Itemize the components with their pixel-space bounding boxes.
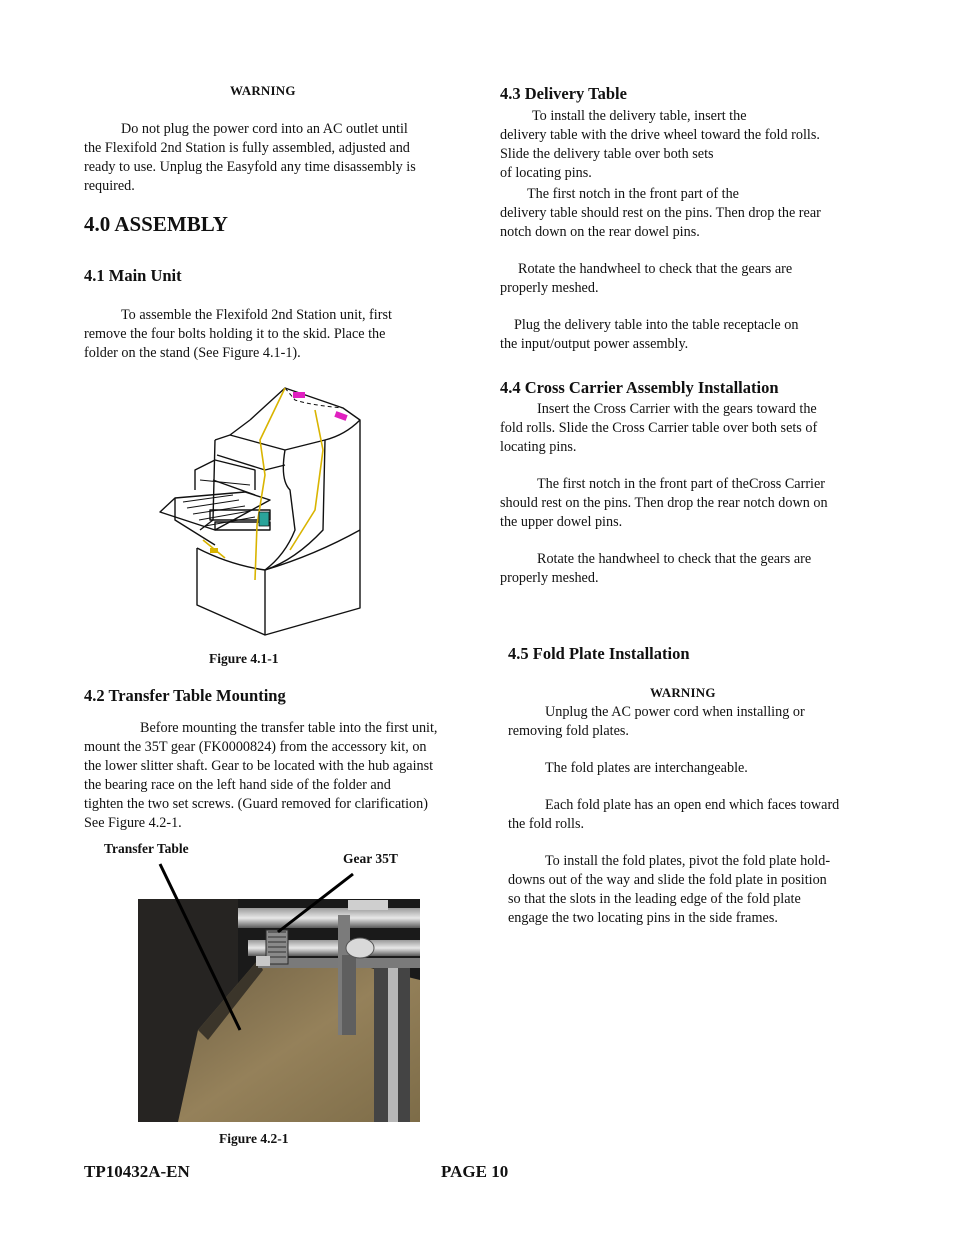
cross-carrier-paragraph <box>500 400 880 588</box>
text-line: so that the slots in the leading edge of the fold plate <box>508 891 801 907</box>
text-line: notch down on the rear dowel pins. <box>500 224 700 240</box>
text-line: See Figure 4.2-1. <box>84 815 182 831</box>
text-line: fold rolls. Slide the Cross Carrier table over both sets of <box>500 420 818 436</box>
page-number: PAGE 10 <box>441 1162 509 1181</box>
warning-title: WARNING <box>230 83 296 98</box>
transfer-heading: 4.2 Transfer Table Mounting <box>84 686 286 705</box>
main-unit-heading: 4.1 Main Unit <box>84 266 182 285</box>
figure-4-2-1-photo <box>138 860 420 1122</box>
transfer-paragraph <box>84 719 474 833</box>
text-line: required. <box>84 178 135 194</box>
cross-carrier-heading: 4.4 Cross Carrier Assembly Installation <box>500 378 779 397</box>
text-line: the Flexifold 2nd Station is fully assembled, adjusted and <box>84 140 410 156</box>
text-line: remove the four bolts holding it to the skid. Place the <box>84 326 386 342</box>
text-line: To assemble the Flexifold 2nd Station unit, first <box>121 307 392 323</box>
fold-plate-heading: 4.5 Fold Plate Installation <box>508 644 690 663</box>
delivery-paragraph <box>500 107 880 354</box>
fold-plate-paragraph <box>508 703 888 928</box>
text-line: Do not plug the power cord into an AC outlet until <box>121 121 408 137</box>
text-line: locating pins. <box>500 439 577 455</box>
text-line: delivery table should rest on the pins. Then drop the rear <box>500 205 821 221</box>
text-line: Rotate the handwheel to check that the gears are <box>537 551 812 567</box>
text-line: the input/output power assembly. <box>500 336 689 352</box>
delivery-heading: 4.3 Delivery Table <box>500 84 627 103</box>
text-line: Insert the Cross Carrier with the gears toward the <box>537 401 817 417</box>
text-line: To install the delivery table, insert the <box>532 108 747 124</box>
figure-4-1-1-caption: Figure 4.1-1 <box>209 651 279 666</box>
fold-plate-warning-title: WARNING <box>650 685 716 700</box>
text-line: the lower slitter shaft. Gear to be located with the hub against <box>84 758 434 774</box>
text-line: The first notch in the front part of theCross Carrier <box>537 476 826 492</box>
text-line: Each fold plate has an open end which faces toward <box>545 797 840 813</box>
text-line: To install the fold plates, pivot the fold plate hold- <box>545 853 831 869</box>
figure-4-2-1-caption: Figure 4.2-1 <box>219 1131 289 1146</box>
text-line: Before mounting the transfer table into the first unit, <box>140 720 438 736</box>
text-line: the bearing race on the left hand side of the folder and <box>84 777 391 793</box>
text-line: The first notch in the front part of the <box>527 186 739 202</box>
text-line: downs out of the way and slide the fold plate in position <box>508 872 827 888</box>
text-line: the fold rolls. <box>508 816 585 832</box>
text-line: Plug the delivery table into the table receptacle on <box>514 317 799 333</box>
main-unit-paragraph <box>84 306 464 363</box>
text-line: The fold plates are interchangeable. <box>545 760 748 776</box>
text-line: mount the 35T gear (FK0000824) from the accessory kit, on <box>84 739 427 755</box>
text-line: ready to use. Unplug the Easyfold any time disassembly is <box>84 159 416 175</box>
text-line: should rest on the pins. Then drop the rear notch down on <box>500 495 828 511</box>
text-line: Rotate the handwheel to check that the gears are <box>518 261 793 277</box>
text-line: Unplug the AC power cord when installing or <box>545 704 805 720</box>
text-line: the upper dowel pins. <box>500 514 623 530</box>
gear-35t-label: Gear 35T <box>343 851 398 866</box>
transfer-table-label: Transfer Table <box>104 841 189 856</box>
warning-paragraph <box>84 120 464 196</box>
text-line: of locating pins. <box>500 165 592 181</box>
text-line: properly meshed. <box>500 280 599 296</box>
text-line: engage the two locating pins in the side frames. <box>508 910 778 926</box>
assembly-heading: 4.0 ASSEMBLY <box>84 212 228 236</box>
figure-4-1-1-machine-drawing <box>155 380 365 640</box>
text-line: folder on the stand (See Figure 4.1-1). <box>84 345 301 361</box>
text-line: tighten the two set screws. (Guard removed for clarification) <box>84 796 428 812</box>
text-line: delivery table with the drive wheel toward the fold rolls. <box>500 127 820 143</box>
text-line: removing fold plates. <box>508 723 629 739</box>
document-id: TP10432A-EN <box>84 1162 190 1181</box>
text-line: Slide the delivery table over both sets <box>500 146 714 162</box>
text-line: properly meshed. <box>500 570 599 586</box>
